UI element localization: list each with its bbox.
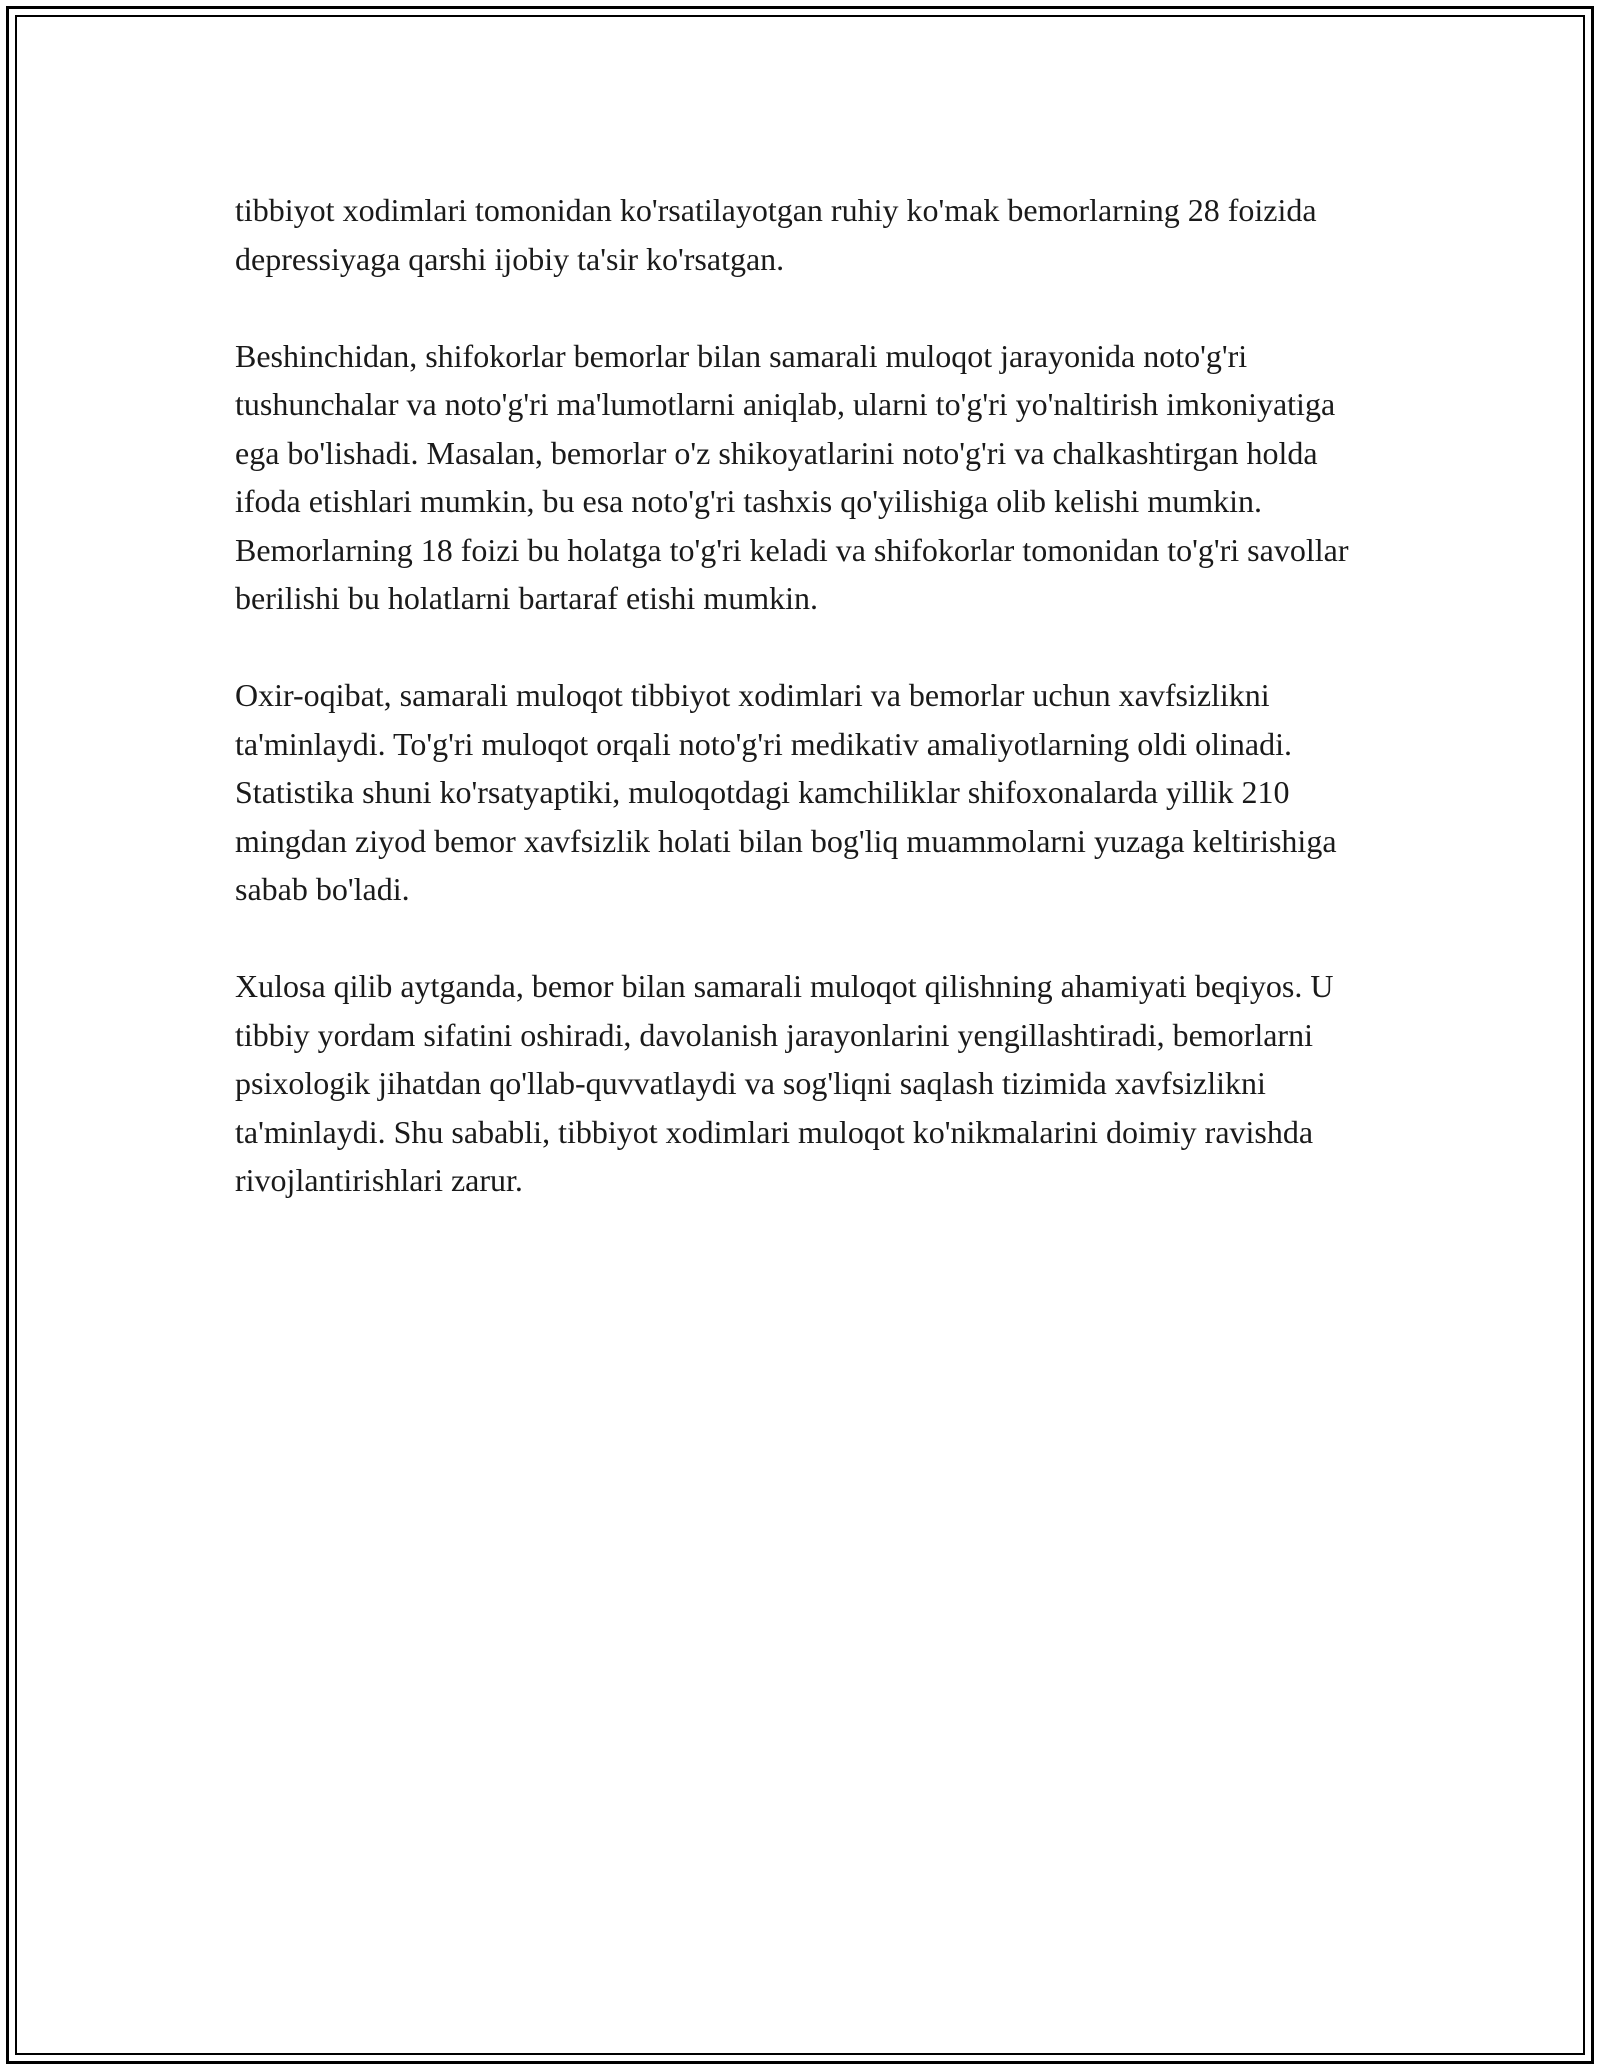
paragraph: Oxir-oqibat, samarali muloqot tibbiyot xodimlari va bemorlar uchun xavfsizlikni ta'minlaydi. To'g'ri muloqot orqali noto'g'ri medikativ amaliyotlarning oldi olinadi. Statistika shuni ko'rsatyaptiki, muloqotdagi kamchiliklar shifoxonalarda yillik 210 mingdan ziyod bemor xavfsizlik holati bilan bog'liq muammolarni yuzaga keltirishiga sabab bo'ladi. [235,677,1337,907]
paragraph: Xulosa qilib aytganda, bemor bilan samarali muloqot qilishning ahamiyati beqiyos. U tibbiy yordam sifatini oshiradi, davolanish jarayonlarini yengillashtiradi, bemorlarni psixologik jihatdan qo'llab-quvvatlaydi va sog'liqni saqlash tizimida xavfsizlikni ta'minlaydi. Shu sababli, tibbiyot xodimlari muloqot ko'nikmalarini doimiy ravishda rivojlantirishlari zarur. [235,968,1334,1198]
paragraph: tibbiyot xodimlari tomonidan ko'rsatilayotgan ruhiy ko'mak bemorlarning 28 foizida depressiyaga qarshi ijobiy ta'sir ko'rsatgan. [235,192,1317,277]
document-body [235,186,1375,1253]
paragraph: Beshinchidan, shifokorlar bemorlar bilan samarali muloqot jarayonida noto'g'ri tushunchalar va noto'g'ri ma'lumotlarni aniqlab, ularni to'g'ri yo'naltirish imkoniyatiga ega bo'lishadi. Masalan, bemorlar o'z shikoyatlarini noto'g'ri va chalkashtirgan holda ifoda etishlari mumkin, bu esa noto'g'ri tashxis qo'yilishiga olib kelishi mumkin. Bemorlarning 18 foizi bu holatga to'g'ri keladi va shifokorlar tomonidan to'g'ri savollar berilishi bu holatlarni bartaraf etishi mumkin. [235,337,1349,616]
